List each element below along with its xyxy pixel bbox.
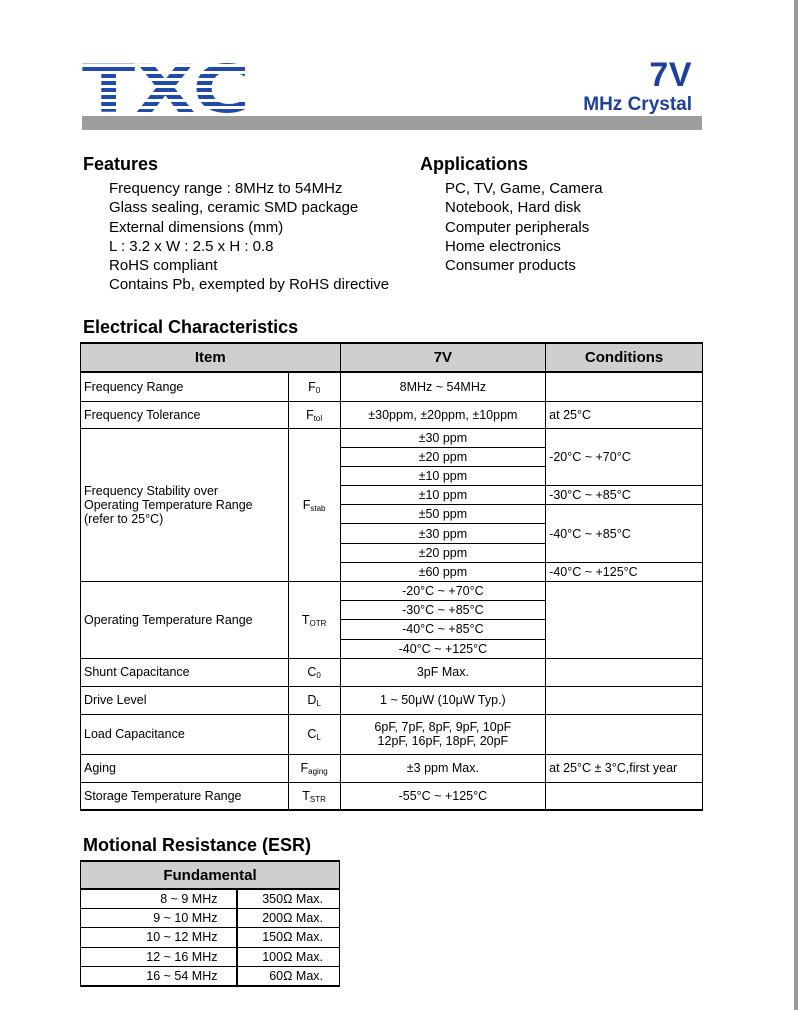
value-cell: ±50 ppm	[340, 505, 546, 524]
item-cell: Frequency Tolerance	[81, 401, 289, 428]
symbol-cell: Faging	[288, 754, 340, 782]
list-item: Notebook, Hard disk	[445, 199, 581, 217]
list-item: PC, TV, Game, Camera	[445, 180, 603, 197]
features-title: Features	[83, 154, 159, 174]
freq-cell: 8 ~ 9 MHz	[81, 889, 237, 908]
header-item: Item	[81, 343, 341, 372]
product-subtitle: MHz Crystal	[583, 94, 692, 115]
condition-cell: -30°C ~ +85°C	[546, 486, 703, 505]
value-cell: 6pF, 7pF, 8pF, 9pF, 10pF 12pF, 16pF, 18pF, 20pF	[340, 714, 546, 754]
symbol-cell: TOTR	[288, 582, 340, 659]
value-cell: ±10 ppm	[340, 486, 546, 505]
list-item: Consumer products	[445, 257, 576, 275]
condition-cell	[546, 658, 703, 686]
features-list	[109, 179, 389, 295]
condition-cell: at 25°C	[546, 401, 703, 428]
symbol-cell: C0	[288, 658, 340, 686]
header-bar	[82, 116, 702, 130]
list-item: Home electronics	[445, 237, 561, 255]
freq-cell: 9 ~ 10 MHz	[81, 908, 237, 927]
freq-cell: 10 ~ 12 MHz	[81, 928, 237, 947]
value-cell: -55°C ~ +125°C	[340, 782, 546, 810]
table-row	[81, 658, 703, 686]
item-cell: Storage Temperature Range	[81, 782, 289, 810]
item-cell: Shunt Capacitance	[81, 658, 289, 686]
header-value: 7V	[340, 343, 546, 372]
condition-cell	[546, 782, 703, 810]
value-cell: -30°C ~ +85°C	[340, 601, 546, 620]
symbol-cell: TSTR	[288, 782, 340, 810]
table-row	[81, 401, 703, 428]
table-row	[81, 967, 340, 986]
model-number: 7V	[649, 56, 692, 94]
condition-cell: -20°C ~ +70°C	[546, 428, 703, 486]
list-item: Computer peripherals	[445, 218, 590, 236]
value-cell: 1 ~ 50μW (10μW Typ.)	[340, 686, 546, 714]
list-item: Glass sealing, ceramic SMD package	[109, 199, 359, 217]
value-cell: 3pF Max.	[340, 658, 546, 686]
esr-header: Fundamental	[81, 861, 340, 889]
esr-title: Motional Resistance (ESR)	[83, 835, 312, 855]
value-cell: -40°C ~ +125°C	[340, 639, 546, 658]
list-item: External dimensions (mm)	[109, 218, 284, 236]
resistance-cell: 60Ω Max.	[237, 967, 340, 986]
item-cell: Load Capacitance	[81, 714, 289, 754]
freq-cell: 16 ~ 54 MHz	[81, 967, 237, 986]
resistance-cell: 100Ω Max.	[237, 947, 340, 966]
resistance-cell: 350Ω Max.	[237, 889, 340, 908]
list-item: Contains Pb, exempted by RoHS directive	[109, 276, 390, 294]
symbol-cell: F0	[288, 372, 340, 401]
item-cell: Aging	[81, 754, 289, 782]
table-row	[81, 428, 703, 447]
value-cell: ±20 ppm	[340, 447, 546, 466]
resistance-cell: 200Ω Max.	[237, 908, 340, 927]
esr-table	[80, 860, 340, 987]
table-row	[81, 686, 703, 714]
electrical-title: Electrical Characteristics	[83, 317, 299, 337]
condition-cell	[546, 714, 703, 754]
symbol-cell: CL	[288, 714, 340, 754]
applications-list	[445, 179, 603, 275]
header-conditions: Conditions	[546, 343, 703, 372]
table-row	[81, 889, 340, 908]
txc-logo: TXC	[82, 60, 250, 114]
table-row	[81, 928, 340, 947]
condition-cell: -40°C ~ +85°C	[546, 505, 703, 563]
condition-cell: -40°C ~ +125°C	[546, 562, 703, 581]
symbol-cell: Fstab	[288, 428, 340, 582]
item-cell: Operating Temperature Range	[81, 582, 289, 659]
list-item: Frequency range : 8MHz to 54MHz	[109, 180, 343, 197]
table-row	[81, 908, 340, 927]
value-cell: ±60 ppm	[340, 562, 546, 581]
condition-cell	[546, 372, 703, 401]
value-cell: ±3 ppm Max.	[340, 754, 546, 782]
symbol-cell: DL	[288, 686, 340, 714]
value-cell: ±30 ppm	[340, 524, 546, 543]
condition-cell	[546, 582, 703, 659]
page-edge	[794, 0, 798, 1010]
value-cell: ±30 ppm	[340, 428, 546, 447]
value-cell: -20°C ~ +70°C	[340, 582, 546, 601]
table-row	[81, 754, 703, 782]
table-row	[81, 582, 703, 601]
list-item: L : 3.2 x W : 2.5 x H : 0.8	[109, 237, 274, 255]
value-cell: ±30ppm, ±20ppm, ±10ppm	[340, 401, 546, 428]
symbol-cell: Ftol	[288, 401, 340, 428]
table-row	[81, 782, 703, 810]
list-item: RoHS compliant	[109, 257, 218, 275]
value-cell: ±10 ppm	[340, 466, 546, 485]
item-cell: Drive Level	[81, 686, 289, 714]
table-row	[81, 714, 703, 754]
condition-cell	[546, 686, 703, 714]
value-cell: 8MHz ~ 54MHz	[340, 372, 546, 401]
item-cell: Frequency Stability over Operating Temperature Range (refer to 25°C)	[81, 428, 289, 582]
freq-cell: 12 ~ 16 MHz	[81, 947, 237, 966]
electrical-table	[80, 342, 703, 811]
condition-cell: at 25°C ± 3°C,first year	[546, 754, 703, 782]
table-row	[81, 947, 340, 966]
resistance-cell: 150Ω Max.	[237, 928, 340, 947]
value-cell: ±20 ppm	[340, 543, 546, 562]
value-cell: -40°C ~ +85°C	[340, 620, 546, 639]
table-row	[81, 372, 703, 401]
applications-title: Applications	[420, 154, 529, 174]
item-cell: Frequency Range	[81, 372, 289, 401]
